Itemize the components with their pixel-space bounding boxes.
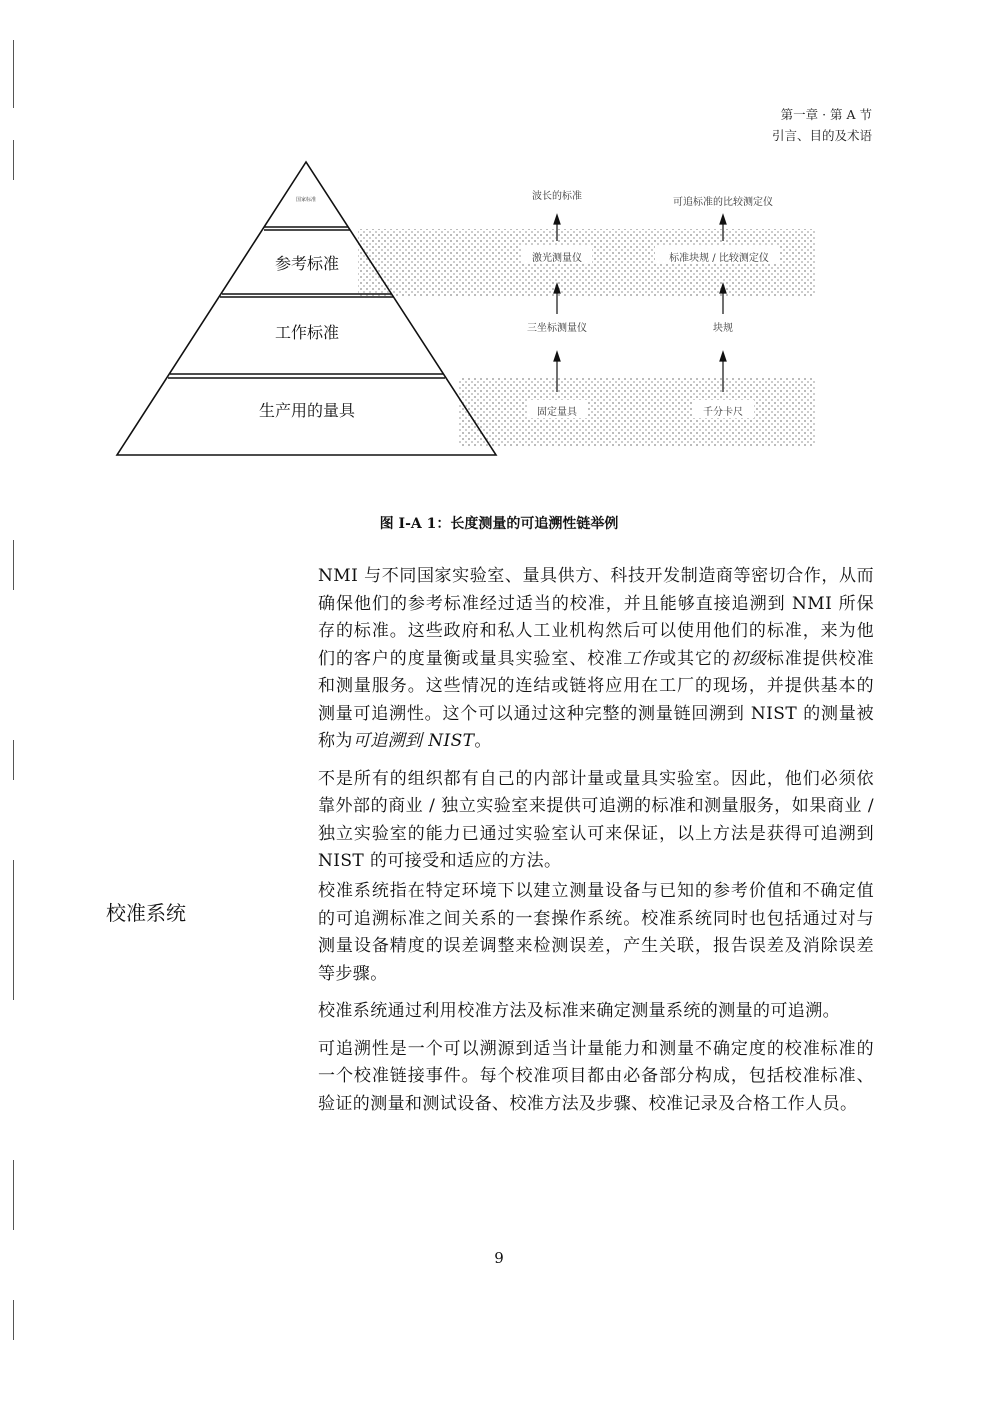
left-col-working: 三坐标测量仪	[527, 323, 587, 334]
paragraph-calibration-system: 校准系统指在特定环境下以建立测量设备与已知的参考价值和不确定值的可追溯标准之间关系的一套操作系统。校准系统同时也包括通过对与测量设备精度的误差调整来检测误差，产生关联，报告误差及消除误差等步骤。	[318, 881, 874, 984]
paragraph-nmi: NMI 与不同国家实验室、量具供方、科技开发制造商等密切合作，从而确保他们的参考标准经过适当的校准，并且能够直接追溯到 NMI 所保存的标准。这些政府和私人工业机构然后可以使用他们的标准，来为他们的客户的度量衡或量具实验室、校准工作或其它的初级标准提供校准和测量服务。这些情况的连结或链将应用在工厂的现场，并提供基本的测量可追溯性。这个可以通过这种完整的测量链回溯到 NIST 的测量被称为可追溯到 NIST。	[318, 566, 874, 751]
paragraph-calibration-methods: 校准系统通过利用校准方法及标准来确定测量系统的测量的可追溯。	[318, 1001, 840, 1021]
tier-label-working: 工作标准	[274, 323, 340, 342]
margin-mark	[13, 860, 14, 1000]
tier-label-production: 生产用的量具	[258, 401, 356, 420]
tier-label-reference: 参考标准	[274, 254, 340, 273]
left-col-production: 固定量具	[537, 407, 577, 418]
left-col-top: 波长的标准	[532, 191, 582, 202]
right-col-top: 可追标准的比较测定仪	[673, 197, 773, 208]
body-text-lower	[318, 878, 874, 1128]
body-text-upper	[318, 563, 874, 886]
paragraph-labs: 不是所有的组织都有自己的内部计量或量具实验室。因此，他们必须依靠外部的商业 / 独立实验室来提供可追溯的标准和测量服务，如果商业 / 独立实验室的能力已通过实验室认可来保证，以上方法是获得可追溯到 NIST 的可接受和适应的方法。	[318, 768, 874, 871]
figure-caption: 图 I-A 1：长度测量的可追溯性链举例	[379, 516, 619, 532]
side-heading: 校准系统	[106, 901, 186, 925]
right-col-production: 千分卡尺	[703, 407, 743, 418]
right-col-reference: 标准块规 / 比较测定仪	[669, 253, 769, 264]
left-col-reference: 激光测量仪	[532, 253, 582, 264]
paragraph-traceability: 可追溯性是一个可以溯源到适当计量能力和测量不确定度的校准标准的一个校准链接事件。每个校准项目都由必备部分构成，包括校准标准、验证的测量和测试设备、校准方法及步骤、校准记录及合格工作人员。	[318, 1038, 874, 1114]
header-section: 引言、目的及术语	[771, 128, 872, 143]
tier-label-top: 国家标准	[295, 197, 317, 203]
production-band	[458, 378, 815, 446]
margin-mark	[13, 740, 14, 780]
traceability-figure	[0, 0, 998, 500]
margin-mark	[13, 1160, 14, 1230]
page-number: 9	[494, 1249, 504, 1267]
margin-mark	[13, 540, 14, 590]
margin-mark	[13, 1300, 14, 1340]
header-chapter: 第一章 · 第 A 节	[780, 107, 872, 122]
right-col-working: 块规	[713, 323, 733, 334]
